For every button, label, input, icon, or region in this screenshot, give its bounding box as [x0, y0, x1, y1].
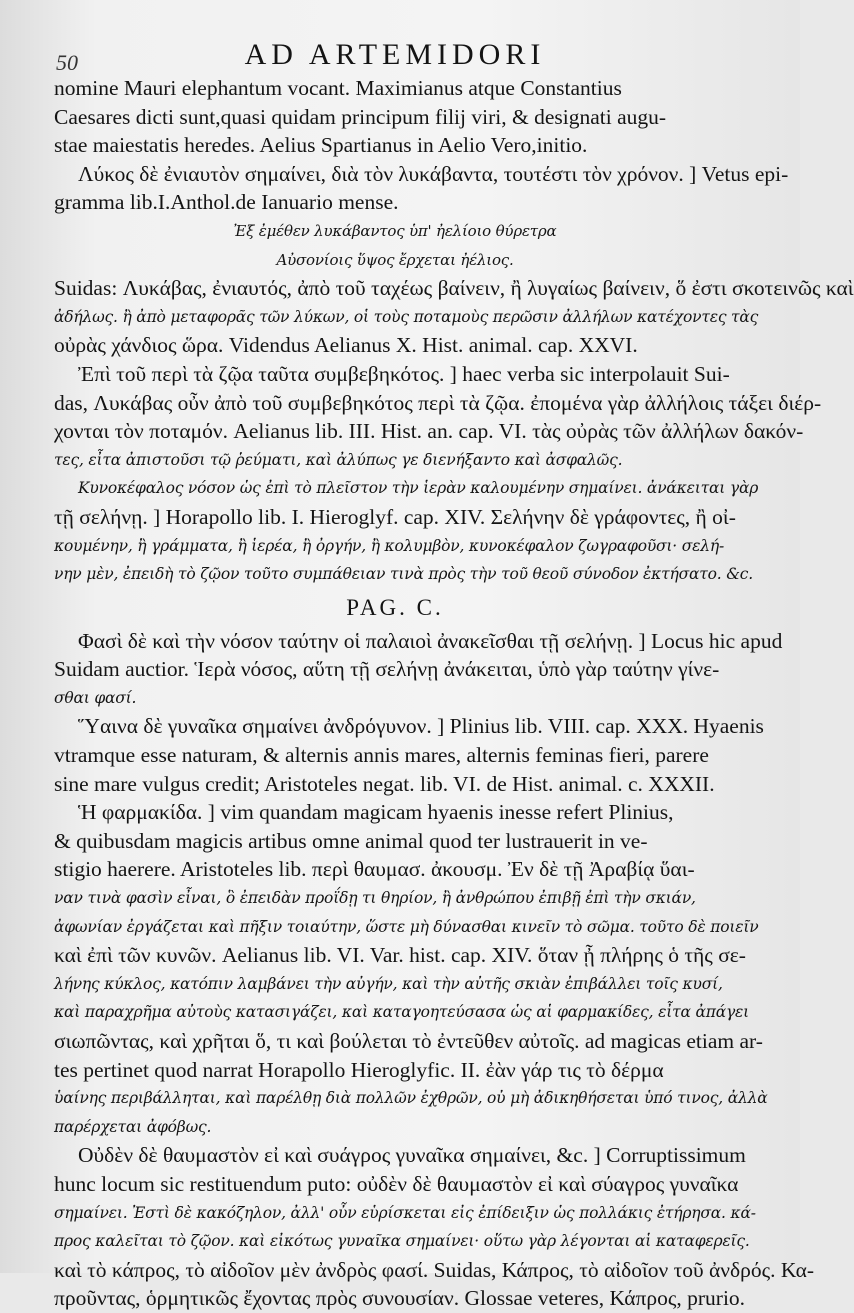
text-line: ναν τινὰ φασὶν εἶναι, ὃ ἐπειδὰν προΐδῃ τι θηρίον, ἢ ἀνθρώπου ἐπιβῇ ἐπὶ τὴν σκιάν, [54, 889, 696, 908]
running-head: AD ARTEMIDORI [244, 38, 546, 71]
text-line: οὐρὰς χάνδιος ὥρα. Videndus Aelianus X. Hist. animal. cap. XXVI. [54, 333, 638, 358]
section-heading: PAG. C. [346, 594, 444, 620]
text-line: προῦντας, ὁρμητικῶς ἔχοντας πρὸς συνουσίαν. Glossae veteres, Κάπρος, prurio. [54, 1286, 746, 1311]
text-line: Ἐπὶ τοῦ περὶ τὰ ζῷα ταῦτα συμβεβηκότος. ] haec verba sic interpolauit Sui- [78, 361, 730, 386]
text-line: Suidam auctior. Ἱερὰ νόσος, αὕτη τῇ σελήνῃ ἀνάκειται, ὑπὸ γὰρ ταύτην γίνε- [54, 657, 720, 682]
text-line: καὶ ἐπὶ τῶν κυνῶν. Aelianus lib. VI. Var. hist. cap. XIV. ὅταν ᾖ πλήρης ὁ τῆς σε- [54, 943, 746, 968]
text-line: νην μὲν, ἐπειδὴ τὸ ζῷον τοῦτο συμπάθειαν τινὰ πρὸς τὴν τοῦ θεοῦ σύνοδον ἐκτήσατο. &c. [54, 565, 753, 584]
text-line: σημαίνει. Ἐστὶ δὲ κακόζηλον, ἀλλ' οὖν εὑρίσκεται εἰς ἐπίδειξιν ὡς πολλάκις ἐτήρησα. κά- [54, 1203, 756, 1222]
text-line: Caesares dicti sunt,quasi quidam principum filij viri, & designati augu- [54, 104, 667, 129]
text-line: tes pertinet quod narrat Horapollo Hieroglyfic. II. ἐὰν γάρ τις τὸ δέρμα [54, 1057, 664, 1082]
text-line: χονται τὸν ποταμόν. Aelianus lib. III. Hist. an. cap. VI. τὰς οὐρὰς τῶν ἀλλήλων δακόν- [54, 419, 804, 444]
text-line: καὶ παραχρῆμα αὐτοὺς κατασιγάζει, καὶ καταγοητεύσασα ὡς αἱ φαρμακίδες, εἶτα ἀπάγει [54, 1003, 750, 1022]
text-line: sine mare vulgus credit; Aristoteles negat. lib. VI. de Hist. animal. c. XXXII. [54, 771, 715, 796]
text-line: καὶ τὸ κάπρος, τὸ αἰδοῖον μὲν ἀνδρὸς φασί. Suidas, Κάπρος, τὸ αἰδοῖον τοῦ ἀνδρός. Κα- [54, 1257, 815, 1282]
text-line: das, Λυκάβας οὖν ἀπὸ τοῦ συμβεβηκότος περὶ τὰ ζῷα. ἐπομένα γὰρ ἀλλήλοις τάξει διέρ- [54, 390, 822, 415]
text-line: ἀφωνίαν ἐργάζεται καὶ πῆξιν τοιαύτην, ὥστε μὴ δύνασθαι κινεῖν τὸ σῶμα. τοῦτο δὲ ποιεῖν [54, 917, 759, 936]
text-line: Suidas: Λυκάβας, ἐνιαυτός, ἀπὸ τοῦ ταχέως βαίνειν, ἢ λυγαίως βαίνειν, ὅ ἐστι σκοτεινῶς καὶ [54, 276, 854, 301]
text-line: ἀδήλως. ἢ ἀπὸ μεταφορᾶς τῶν λύκων, οἱ τοὺς ποταμοὺς περῶσιν ἀλλήλων κατέχοντες τὰς [54, 307, 759, 326]
text-line: gramma lib.I.Anthol.de Ianuario mense. [54, 190, 399, 215]
text-line: σθαι φασί. [54, 688, 137, 707]
text-line: Ἐξ ἐμέθεν λυκάβαντος ὑπ' ἠελίοιο θύρετρα [233, 221, 557, 240]
page-number: 50 [56, 50, 78, 75]
text-line: hunc locum sic restituendum puto: οὐδὲν δὲ θαυμαστὸν εἰ καὶ σύαγρος γυναῖκα [54, 1171, 739, 1196]
text-line: nomine Mauri elephantum vocant. Maximianus atque Constantius [54, 76, 622, 100]
text-line: Κυνοκέφαλος νόσον ὡς ἐπὶ τὸ πλεῖστον τὴν ἱερὰν καλουμένην σημαίνει. ἀνάκειται γὰρ [78, 479, 759, 498]
text-line: τῇ σελήνῃ. ] Horapollo lib. I. Hieroglyf. cap. XIV. Σελήνην δὲ γράφοντες, ἢ οἰ- [54, 504, 736, 529]
text-line: stae maiestatis heredes. Aelius Spartianus in Aelio Vero,initio. [54, 133, 588, 158]
text-line: & quibusdam magicis artibus omne animal quod ter lustrauerit in ve- [54, 828, 648, 853]
text-line: vtramque esse naturam, & alternis annis mares, alternis feminas fieri, parere [54, 743, 709, 768]
text-line: Αὐσονίοις ὕψος ἔρχεται ἠέλιος. [276, 250, 514, 269]
text-line: Φασὶ δὲ καὶ τὴν νόσον ταύτην οἱ παλαιοὶ ἀνακεῖσθαι τῇ σελήνῃ. ] Locus hic apud [78, 628, 783, 653]
text-line: Ὕαινα δὲ γυναῖκα σημαίνει ἀνδρόγυνον. ] Plinius lib. VIII. cap. XXX. Hyaenis [78, 714, 764, 739]
text-line: παρέρχεται ἀφόβως. [54, 1117, 212, 1136]
text-line: stigio haerere. Aristoteles lib. περὶ θαυμασ. ἀκουσμ. Ἐν δὲ τῇ Ἀραβίᾳ ὕαι- [54, 857, 695, 882]
text-line: ὑαίνης περιβάλληται, καὶ παρέλθῃ διὰ πολλῶν ἐχθρῶν, οὐ μὴ ἀδικηθήσεται ὑπό τινος, ἀλλὰ [54, 1089, 768, 1108]
text-line: Οὐδὲν δὲ θαυμαστὸν εἰ καὶ συάγρος γυναῖκα σημαίνει, &c. ] Corruptissimum [78, 1143, 746, 1168]
body-text [54, 74, 854, 1313]
text-line: σιωπῶντας, καὶ χρῆται ὅ, τι καὶ βούλεται τὸ ἐντεῦθεν αὐτοῖς. ad magicas etiam ar- [54, 1029, 763, 1053]
text-line: προς καλεῖται τὸ ζῷον. καὶ εἰκότως γυναῖκα σημαίνει· οὕτω γὰρ λέγονται αἱ καταφερεῖς. [54, 1232, 750, 1251]
text-line: λήνης κύκλος, κατόπιν λαμβάνει τὴν αὐγήν, καὶ τὴν αὐτῆς σκιὰν ἐπιβάλλει τοῖς κυσί, [54, 974, 723, 993]
text-line: τες, εἶτα ἀπιστοῦσι τῷ ῥεύματι, καὶ ἀλύπως γε διενήξαντο καὶ ἀσφαλῶς. [54, 450, 623, 469]
text-line: κουμένην, ἢ γράμματα, ἢ ἱερέα, ἢ ὀργήν, ἢ κολυμβὸν, κυνοκέφαλον ζωγραφοῦσι· σελή- [54, 536, 725, 555]
text-line: Λύκος δὲ ἐνιαυτὸν σημαίνει, διὰ τὸν λυκάβαντα, τουτέστι τὸν χρόνον. ] Vetus epi- [78, 161, 789, 186]
text-line: Ἡ φαρμακίδα. ] vim quandam magicam hyaenis inesse refert Plinius, [78, 800, 674, 825]
